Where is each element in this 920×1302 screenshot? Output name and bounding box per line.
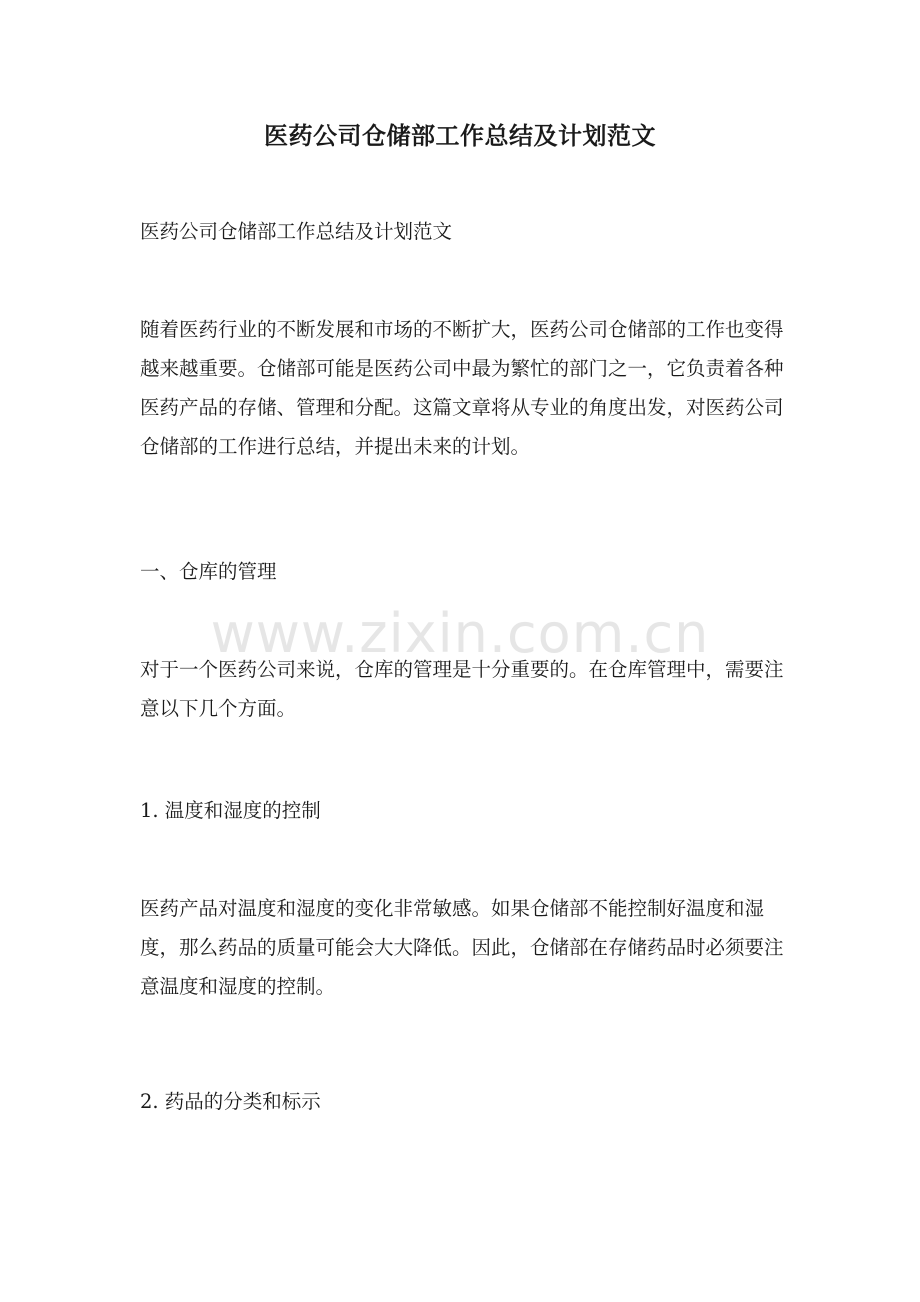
document-subtitle: 医药公司仓储部工作总结及计划范文 bbox=[140, 220, 453, 243]
intro-paragraph: 随着医药行业的不断发展和市场的不断扩大，医药公司仓储部的工作也变得越来越重要。仓储部可能是医药公司中最为繁忙的部门之一，它负责着各种医药产品的存储、管理和分配。这篇文章将从专业的角度出发，对医药公司仓储部的工作进行总结，并提出未来的计划。 bbox=[140, 318, 784, 458]
item-paragraph-temperature-humidity: 医药产品对温度和湿度的变化非常敏感。如果仓储部不能控制好温度和湿度，那么药品的质量可能会大大降低。因此，仓储部在存储药品时必须要注意温度和湿度的控制。 bbox=[140, 897, 784, 998]
section-paragraph-warehouse-management: 对于一个医药公司来说，仓库的管理是十分重要的。在仓库管理中，需要注意以下几个方面。 bbox=[140, 658, 784, 720]
document-title: 医药公司仓储部工作总结及计划范文 bbox=[264, 121, 656, 150]
watermark: www.zixin.com.cn bbox=[210, 602, 710, 665]
section-heading-warehouse-management: 一、仓库的管理 bbox=[140, 560, 277, 583]
item-heading-drug-classification: 2. 药品的分类和标示 bbox=[140, 1090, 321, 1113]
item-heading-temperature-humidity: 1. 温度和湿度的控制 bbox=[140, 799, 321, 822]
